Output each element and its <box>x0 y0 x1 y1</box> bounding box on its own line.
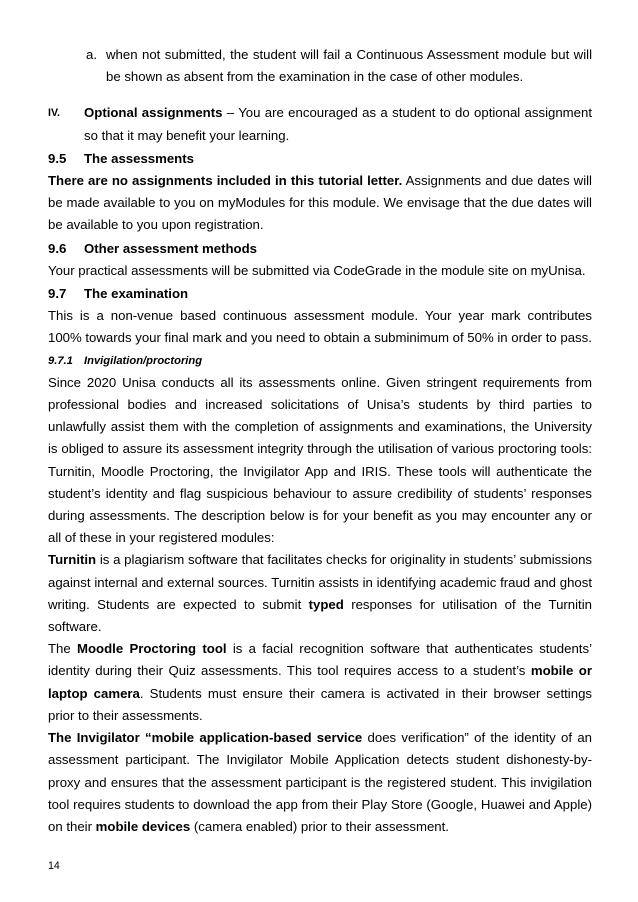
section-title: The assessments <box>84 150 194 166</box>
body-text: The <box>48 641 78 657</box>
paragraph-examination: This is a non-venue based continuous assessment module. Your year mark contributes 100% towards your final mark and you need to obtain a subminimum of 50% in order to pass. <box>48 308 592 346</box>
bold-text: The Invigilator “mobile application-based service <box>48 730 363 746</box>
section-number: 9.5 <box>48 150 67 166</box>
body-text: is a plagiarism software that facilitates checks for originality in students’ submissions against internal and external sources. Turnitin assists in identifying academic fraud and ghost writing. Students are expected to submit <box>48 552 592 612</box>
body-text: . Students must ensure their camera is activated in their browser settings prior to their assessments. <box>48 685 592 723</box>
page-number: 14 <box>48 860 60 872</box>
section-heading-9-6 <box>48 238 592 260</box>
section-number: 9.7 <box>48 286 67 302</box>
section-heading-9-7 <box>48 283 592 305</box>
body-text: responses for utilisation of the Turnitin software. <box>48 596 592 635</box>
list-text: when not submitted, the student will fail a Continuous Assessment module but will be shown as absent from the examination in the case of other modules. <box>106 47 592 85</box>
bold-text: There are no assignments included in this tutorial letter. <box>48 173 403 189</box>
list-text <box>84 102 592 146</box>
section-title: Invigilation/proctoring <box>84 354 203 367</box>
paragraph-moodle <box>48 638 592 727</box>
paragraph-assessments <box>48 170 592 237</box>
list-item-a <box>86 44 592 88</box>
body-text: – You are encouraged as a student to do optional assignment so that it may benefit your learning. <box>84 105 592 143</box>
paragraph-invigilation: Since 2020 Unisa conducts all its assessments online. Given stringent requirements from professional bodies and increased solicitations of Unisa’s students by third parties to unlawfully assist them with the completion of assignments and examinations, the University is obliged to assure its assessment integrity through the utilisation of various proctoring tools: Turnitin, Moodle Proctoring, the Invigilator App and IRIS. These tools will authenticate the student’s identity and flag suspicious behaviour to assure credibility of students’ responses during assessments. The description below is for your benefit as you may encounter any or all of these in your registered modules: <box>48 374 592 546</box>
document-page <box>48 44 592 838</box>
list-label: IV. <box>48 107 60 120</box>
bold-text: mobile devices <box>95 818 191 834</box>
section-title: The examination <box>84 286 189 302</box>
section-title: Other assessment methods <box>84 240 257 256</box>
bold-text: mobile or laptop camera <box>48 663 592 701</box>
paragraph-other-methods: Your practical assessments will be submitted via CodeGrade in the module site on myUnisa. <box>48 262 586 278</box>
body-text: (camera enabled) prior to their assessment. <box>190 818 449 834</box>
bold-text: Optional assignments <box>84 105 223 121</box>
body-text: does verification” of the identity of an assessment participant. The Invigilator Mobile Application detects student dishonesty-by-proxy and ensures that the assessment participant is the registered student. This invigilation tool requires students to download the app from their Play Store (Google, Huawei and Apple) on their <box>48 730 592 834</box>
section-heading-9-5 <box>48 148 592 170</box>
bold-text: Turnitin <box>48 552 97 568</box>
bold-text: Moodle Proctoring tool <box>77 641 227 657</box>
body-text: is a facial recognition software that authenticates students’ identity during their Quiz assessments. This tool requires access to a student’s <box>48 641 592 679</box>
section-number: 9.7.1 <box>48 354 73 367</box>
list-item-iv <box>48 102 592 146</box>
paragraph-invigilator <box>48 727 592 838</box>
section-number: 9.6 <box>48 240 67 256</box>
list-label: a. <box>86 47 97 62</box>
bold-text: typed <box>308 596 344 612</box>
subsection-heading-9-7-1 <box>48 350 592 372</box>
paragraph-turnitin <box>48 549 592 638</box>
body-text: Assignments and due dates will be made available to you on myModules for this module. We envisage that the due dates will be available to you upon registration. <box>48 173 592 233</box>
